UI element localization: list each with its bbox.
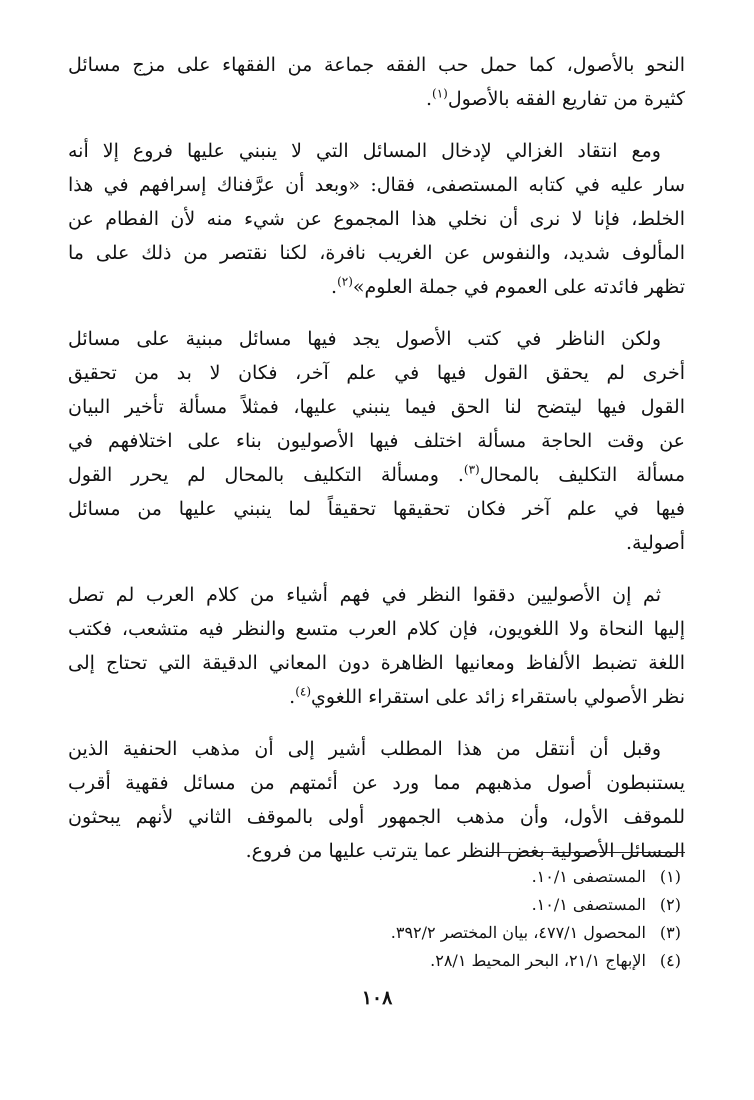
text-line: إليها النحاة ولا اللغويون، فإن كلام العرب متسع والنظر فيه متشعب، فكتب (68, 618, 685, 640)
footnotes-section (68, 852, 685, 975)
text-line: أصولية. (626, 532, 685, 554)
paragraph-3 (68, 322, 685, 560)
text-line: ولكن الناظر في كتب الأصول يجد فيها مسائل مبنية على مسائل (68, 328, 661, 350)
text-line: ثم إن الأصوليين دققوا النظر في فهم أشياء من كلام العرب لم تصل (68, 584, 661, 606)
text-line: النحو بالأصول، كما حمل حب الفقه جماعة من الفقهاء على مزج مسائل (68, 54, 685, 76)
footnote-text: الإبهاج ٢١/١، البحر المحيط ٢٨/١. (430, 951, 646, 970)
paragraph-1 (68, 48, 685, 116)
text-line: الخلط، فإنا لا نرى أن نخلي هذا المجموع عن شيء منه لأن الفطام عن (68, 208, 685, 230)
footnote-ref-4[interactable]: (٤) (295, 684, 312, 699)
footnote-text: المحصول ٤٧٧/١، بيان المختصر ٣٩٢/٢. (390, 923, 646, 942)
footnote-number: (٣) (659, 923, 681, 942)
text-line: ومع انتقاد الغزالي لإدخال المسائل التي لا ينبني عليها فروع إلا أنه (68, 140, 661, 162)
text-line: مسألة التكليف بالمحال$^{(٣)}$. ومسألة التكليف بالمحال لم يحرر القول (68, 462, 685, 486)
text-line: عن وقت الحاجة مسألة اختلف فيها الأصوليون بناء على اختلافهم في (68, 430, 685, 452)
footnote-3 (68, 919, 685, 947)
footnote-number: (١) (659, 867, 681, 886)
text-line: أخرى لم يحقق القول فيها في علم آخر، فكان لا بد من تحقيق (68, 362, 685, 384)
text-line: القول فيها ليتضح لنا الحق فيما ينبني عليها، فمثلاً مسألة تأخير البيان (68, 396, 685, 418)
footnote-number: (٤) (659, 951, 681, 970)
text-line: للموقف الأول، وأن مذهب الجمهور أولى بالموقف الثاني لأنهم يبحثون (68, 806, 685, 828)
text-line: فيها في علم آخر فكان تحقيقها تحقيقاً لما ينبني عليها من مسائل (68, 498, 685, 520)
footnote-divider (489, 852, 685, 853)
footnote-number: (٢) (659, 895, 681, 914)
footnote-2 (68, 891, 685, 919)
footnote-ref-3[interactable]: (٣) (463, 462, 480, 477)
text-line: المسائل الأصولية بغض النظر عما يترتب عليها من فروع. (245, 840, 685, 862)
footnote-text: المستصفى ١٠/١. (531, 867, 646, 886)
text-line: المألوف شديد، والنفوس عن الغريب نافرة، لكنا نقتصر من ذلك على ما (68, 242, 685, 264)
paragraph-2 (68, 134, 685, 304)
paragraph-4 (68, 578, 685, 714)
footnote-ref-2[interactable]: (٢) (337, 274, 353, 289)
footnote-text: المستصفى ١٠/١. (531, 895, 646, 914)
page-number: ١٠٨ (361, 987, 393, 1009)
text-line: يستنبطون أصول مذهبهم مما ورد عن أئمتهم من مسائل فقهية أقرب (68, 772, 685, 794)
footnote-ref-1[interactable]: (١) (432, 86, 448, 101)
text-line: وقبل أن أنتقل من هذا المطلب أشير إلى أن مذهب الحنفية الذين (68, 738, 661, 760)
text-line: تظهر فائدته على العموم في جملة العلوم»$^{(٢)}$. (331, 274, 685, 298)
footnote-1 (68, 863, 685, 891)
text-line: سار عليه في كتابه المستصفى، فقال: «وبعد أن عرَّفناك إسرافهم في هذا (68, 174, 685, 196)
text-line: اللغة تضبط الألفاظ ومعانيها الظاهرة دون المعاني الدقيقة التي تحتاج إلى (68, 652, 685, 674)
footnote-4 (68, 947, 685, 975)
text-line: نظر الأصولي باستقراء زائد على استقراء اللغوي$^{(٤)}$. (289, 684, 685, 708)
main-text (68, 48, 685, 886)
text-line: كثيرة من تفاريع الفقه بالأصول$^{(١)}$. (425, 86, 685, 110)
paragraph-5 (68, 732, 685, 868)
